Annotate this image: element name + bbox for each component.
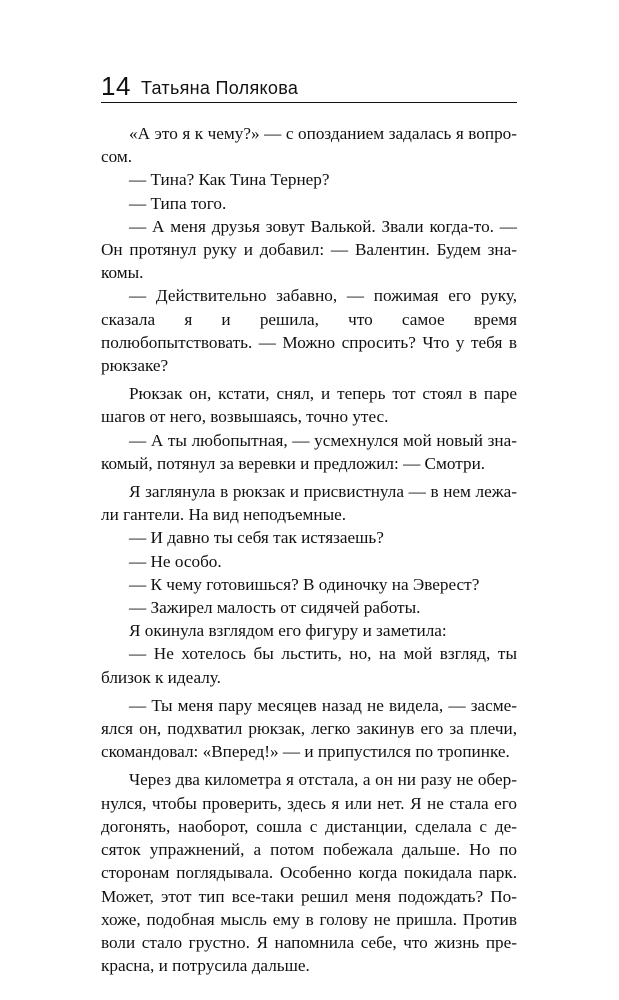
paragraph: — Тина? Как Тина Тернер? xyxy=(129,170,330,190)
paragraph: Рюкзак он, кстати, снял, и теперь тот стоял в паре шагов от него, возвышаясь, точно утес. xyxy=(101,384,517,427)
paragraph: «А это я к чему?» — с опозданием задалась я вопросом. xyxy=(101,124,517,167)
paragraph: Я окинула взглядом его фигуру и заметила: xyxy=(129,621,447,641)
paragraph: — И давно ты себя так истязаешь? xyxy=(129,528,384,548)
paragraph: — К чему готовишься? В одиночку на Эверест? xyxy=(129,574,480,594)
paragraph: — А ты любопытная, — усмехнулся мой новый знакомый, потянул за веревки и предложил: — Смотри. xyxy=(101,430,517,473)
paragraph: — Не хотелось бы льстить, но, на мой взгляд, ты близок к идеалу. xyxy=(101,644,517,687)
paragraph: — Не особо. xyxy=(129,551,222,571)
paragraph: — Действительно забавно, — пожимая его руку, сказала я и решила, что самое время полюбопытствовать. — Можно спросить? Что у тебя в рюкзаке? xyxy=(101,286,517,376)
body-text xyxy=(101,122,517,977)
paragraph: Через два километра я отстала, а он ни разу не обернулся, чтобы проверить, здесь я или нет. Я не стала его догонять, наоборот, сошла с дистанции, сделала с десяток упражнений, а потом побежала дальше. Но по сторонам поглядывала. Особенно когда покидала парк. Может, этот тип все-таки решил меня подождать? Похоже, подобная мысль ему в голову не пришла. Против воли стало грустно. Я напомнила себе, что жизнь прекрасна, и потрусила дальше. xyxy=(101,770,517,976)
paragraph: — Типа того. xyxy=(129,193,227,213)
header-rule xyxy=(101,102,517,103)
paragraph: — Зажирел малость от сидячей работы. xyxy=(129,598,421,618)
running-header xyxy=(101,72,517,102)
book-author: Татьяна Полякова xyxy=(141,78,299,98)
paragraph: — Ты меня пару месяцев назад не видела, — засмеялся он, подхватил рюкзак, легко закинув его за плечи, скомандовал: «Вперед!» — и припустился по тропинке. xyxy=(101,695,517,762)
paragraph: Я заглянула в рюкзак и присвистнула — в нем лежали гантели. На вид неподъемные. xyxy=(101,482,517,525)
page-number: 14 xyxy=(101,71,131,101)
paragraph: — А меня друзья зовут Валькой. Звали когда-то. — Он протянул руку и добавил: — Валентин. Будем знакомы. xyxy=(101,216,517,283)
